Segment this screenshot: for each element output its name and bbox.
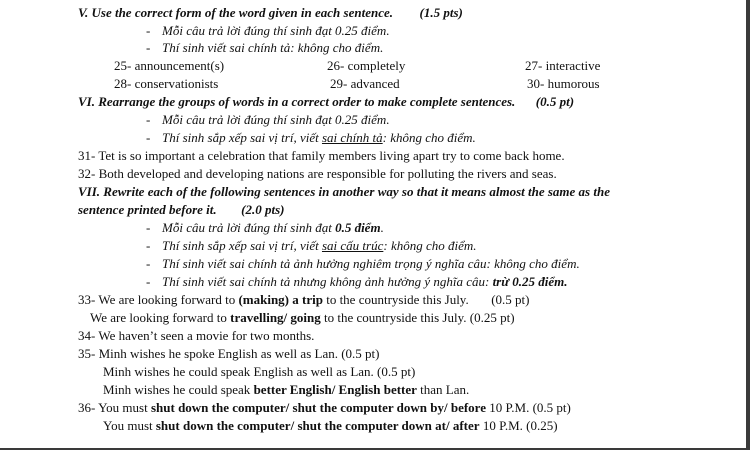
answer-26: 26- completely [327, 58, 406, 73]
answer-bold: travelling/ going [230, 310, 321, 325]
answer-30: 30- humorous [527, 76, 600, 91]
bullet: - [146, 274, 151, 289]
answer-29: 29- advanced [330, 76, 400, 91]
answer-34: 34- We haven’t seen a movie for two months. [78, 328, 315, 343]
answer-27: 27- interactive [525, 58, 601, 73]
rule-text: Mỗi câu trả lời đúng thí sinh đạt [162, 220, 336, 235]
rule-underlined: sai cấu trúc [321, 238, 384, 253]
rule-text: Thí sinh viết sai chính tả ảnh hưởng nghiêm trọng ý nghĩa câu: không cho điểm. [162, 256, 580, 271]
answer-33-alt [90, 310, 515, 326]
bullet: - [146, 256, 151, 271]
answer-text: 10 P.M. (0.25) [479, 418, 558, 433]
answer-bold: better English/ English better [253, 382, 417, 397]
rule-text: Thí sinh sắp xếp sai vị trí, viết [162, 130, 322, 145]
answer-text: You must [103, 418, 156, 433]
rule-text: Thí sinh sắp xếp sai vị trí, viết [162, 238, 322, 253]
section-vii-rule [146, 238, 477, 254]
section-v-heading [78, 5, 463, 21]
section-vi-title: VI. Rearrange the groups of words in a correct order to make complete sentences. [78, 94, 516, 109]
page-edge-right [746, 0, 750, 450]
rule-underlined: sai chính tả [321, 130, 383, 145]
answer-text: 36- You must [78, 400, 151, 415]
answer-35-alt: Minh wishes he could speak English as well as Lan. (0.5 pt) [103, 364, 416, 379]
answer-bold: shut down the computer/ shut the computer down at/ after [155, 418, 480, 433]
rule-text: : không cho điểm. [382, 130, 476, 145]
rule-text: Mỗi câu trả lời đúng thí sinh đạt 0.25 điểm. [162, 112, 390, 127]
answer-bold: shut down the computer/ shut the computer down by/ before [150, 400, 486, 415]
answer-33 [78, 292, 530, 308]
section-vii-rule [146, 220, 384, 236]
bullet: - [146, 220, 151, 235]
answer-28: 28- conservationists [114, 76, 219, 91]
section-v-rule [146, 40, 383, 56]
answer-text: Minh wishes he could speak [103, 382, 254, 397]
bullet: - [146, 112, 151, 127]
rule-text: Thí sinh viết sai chính tả: không cho điểm. [162, 40, 384, 55]
rule-bold: 0.5 điểm [335, 220, 381, 235]
bullet: - [146, 238, 151, 253]
rule-text: Thí sinh viết sai chính tả nhưng không ảnh hưởng ý nghĩa câu: [162, 274, 493, 289]
section-v-points: (1.5 pts) [419, 5, 463, 20]
answer-bold: (making) a trip [238, 292, 323, 307]
answer-35: 35- Minh wishes he spoke English as well as Lan. (0.5 pt) [78, 346, 380, 361]
section-v-rule [146, 23, 390, 39]
answer-31: 31- Tet is so important a celebration that family members living apart try to come back home. [78, 148, 565, 163]
rule-text: : không cho điểm. [383, 238, 477, 253]
section-vii-title: sentence printed before it. [78, 202, 217, 217]
section-vii-heading: VII. Rewrite each of the following sentences in another way so that it means almost the same as the [78, 184, 610, 199]
answer-text: We are looking forward to [90, 310, 231, 325]
bullet: - [146, 40, 151, 55]
bullet: - [146, 130, 151, 145]
rule-text: . [380, 220, 384, 235]
rule-bold: trừ 0.25 điểm. [492, 274, 568, 289]
rule-text: Mỗi câu trả lời đúng thí sinh đạt 0.25 điểm. [162, 23, 390, 38]
section-vi-points: (0.5 pt) [535, 94, 575, 109]
section-v-title: V. Use the correct form of the word given in each sentence. [78, 5, 393, 20]
answer-36-alt [103, 418, 558, 434]
section-vii-rule [146, 256, 580, 272]
answer-25: 25- announcement(s) [114, 58, 225, 73]
answer-points: (0.5 pt) [491, 292, 530, 307]
answer-text: 10 P.M. (0.5 pt) [485, 400, 571, 415]
bullet: - [146, 23, 151, 38]
section-vii-points: (2.0 pts) [241, 202, 285, 217]
answer-text: 33- We are looking forward to [78, 292, 239, 307]
section-vii-heading-cont [78, 202, 285, 218]
section-vi-rule [146, 130, 476, 146]
section-vi-rule [146, 112, 390, 128]
answer-text: to the countryside this July. [322, 292, 469, 307]
answer-text: to the countryside this July. (0.25 pt) [320, 310, 515, 325]
answer-32: 32- Both developed and developing nations are responsible for polluting the rivers and seas. [78, 166, 557, 181]
answer-36 [78, 400, 571, 416]
section-vii-rule [146, 274, 568, 290]
answer-text: than Lan. [416, 382, 470, 397]
answer-35-alt2 [103, 382, 469, 398]
section-vi-heading [78, 94, 574, 110]
